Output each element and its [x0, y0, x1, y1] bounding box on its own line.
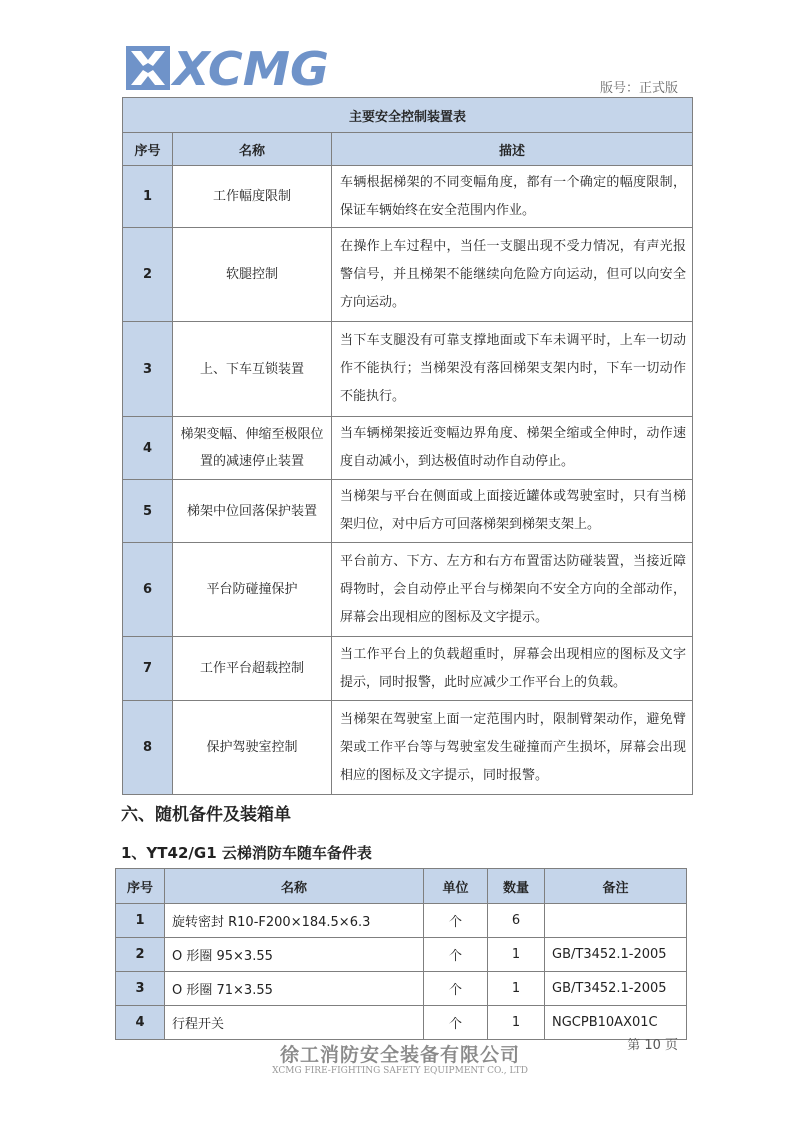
device-description: 平台前方、下方、左方和右方布置雷达防碰装置，当接近障碍物时，会自动停止平台与梯架向不安全方向的全部动作，屏幕会出现相应的图标及文字提示。 [332, 543, 693, 637]
footer-company-name: 徐工消防安全装备有限公司 [279, 1044, 520, 1066]
row-number: 6 [123, 543, 173, 637]
row-number: 4 [116, 1006, 165, 1040]
part-unit: 个 [424, 904, 488, 938]
table-row [123, 543, 693, 637]
row-number: 3 [123, 322, 173, 417]
spare-parts-table [115, 868, 687, 1040]
device-name: 梯架变幅、伸缩至极限位置的减速停止装置 [173, 417, 332, 480]
version-label: 版号：正式版 [599, 81, 678, 96]
device-name: 工作平台超载控制 [173, 637, 332, 701]
device-name: 保护驾驶室控制 [173, 701, 332, 795]
device-name: 工作幅度限制 [173, 166, 332, 228]
part-unit: 个 [424, 1006, 488, 1040]
safety-control-table [122, 97, 693, 795]
device-description: 在操作上车过程中，当任一支腿出现不受力情况，有声光报警信号，并且梯架不能继续向危险方向运动，但可以向安全方向运动。 [332, 228, 693, 322]
row-number: 3 [116, 972, 165, 1006]
part-qty: 1 [488, 1006, 545, 1040]
row-number: 7 [123, 637, 173, 701]
row-number: 5 [123, 480, 173, 543]
part-remark [545, 904, 687, 938]
device-description: 当梯架与平台在侧面或上面接近罐体或驾驶室时，只有当梯架归位，对中后方可回落梯架到梯架支架上。 [332, 480, 693, 543]
device-description: 当工作平台上的负载超重时，屏幕会出现相应的图标及文字提示，同时报警，此时应减少工作平台上的负载。 [332, 637, 693, 701]
table-row [123, 480, 693, 543]
part-name: O 形圈 95×3.55 [165, 938, 424, 972]
column-header-name: 名称 [173, 133, 332, 166]
part-remark: GB/T3452.1-2005 [545, 972, 687, 1006]
part-name: O 形圈 71×3.55 [165, 972, 424, 1006]
part-remark: NGCPB10AX01C [545, 1006, 687, 1040]
device-name: 梯架中位回落保护装置 [173, 480, 332, 543]
column-header-name: 名称 [165, 869, 424, 904]
table-row [123, 637, 693, 701]
table-caption: 主要安全控制装置表 [123, 98, 693, 133]
column-header-desc: 描述 [332, 133, 693, 166]
part-unit: 个 [424, 938, 488, 972]
device-name: 上、下车互锁装置 [173, 322, 332, 417]
table-row [123, 228, 693, 322]
part-remark: GB/T3452.1-2005 [545, 938, 687, 972]
device-name: 软腿控制 [173, 228, 332, 322]
row-number: 2 [123, 228, 173, 322]
part-name: 旋转密封 R10-F200×184.5×6.3 [165, 904, 424, 938]
svg-text:XCMG: XCMG [169, 46, 329, 90]
table-row [116, 938, 687, 972]
part-qty: 1 [488, 972, 545, 1006]
table-row [123, 322, 693, 417]
part-name: 行程开关 [165, 1006, 424, 1040]
column-header-remark: 备注 [545, 869, 687, 904]
xcmg-logo [126, 46, 332, 90]
row-number: 2 [116, 938, 165, 972]
table-row [116, 904, 687, 938]
column-header-no: 序号 [116, 869, 165, 904]
table-row [123, 417, 693, 480]
page-number: 第 10 页 [627, 1038, 678, 1053]
device-description: 车辆根据梯架的不同变幅角度，都有一个确定的幅度限制，保证车辆始终在安全范围内作业。 [332, 166, 693, 228]
row-number: 1 [123, 166, 173, 228]
part-unit: 个 [424, 972, 488, 1006]
table-row [123, 701, 693, 795]
device-description: 当下车支腿没有可靠支撑地面或下车未调平时，上车一切动作不能执行；当梯架没有落回梯架支架内时，下车一切动作不能执行。 [332, 322, 693, 417]
column-header-unit: 单位 [424, 869, 488, 904]
subsection-heading: 1、YT42/G1 云梯消防车随车备件表 [121, 844, 372, 862]
footer-company-name-en: XCMG FIRE-FIGHTING SAFETY EQUIPMENT CO., LTD [272, 1066, 528, 1076]
device-description: 当梯架在驾驶室上面一定范围内时，限制臂架动作，避免臂架或工作平台等与驾驶室发生碰撞而产生损坏，屏幕会出现相应的图标及文字提示，同时报警。 [332, 701, 693, 795]
table-row [123, 166, 693, 228]
device-name: 平台防碰撞保护 [173, 543, 332, 637]
column-header-no: 序号 [123, 133, 173, 166]
table-row [116, 1006, 687, 1040]
part-qty: 6 [488, 904, 545, 938]
row-number: 4 [123, 417, 173, 480]
part-qty: 1 [488, 938, 545, 972]
section-heading: 六、随机备件及装箱单 [121, 805, 291, 825]
table-row [116, 972, 687, 1006]
row-number: 8 [123, 701, 173, 795]
device-description: 当车辆梯架接近变幅边界角度、梯架全缩或全伸时，动作速度自动减小，到达极值时动作自动停止。 [332, 417, 693, 480]
column-header-qty: 数量 [488, 869, 545, 904]
row-number: 1 [116, 904, 165, 938]
